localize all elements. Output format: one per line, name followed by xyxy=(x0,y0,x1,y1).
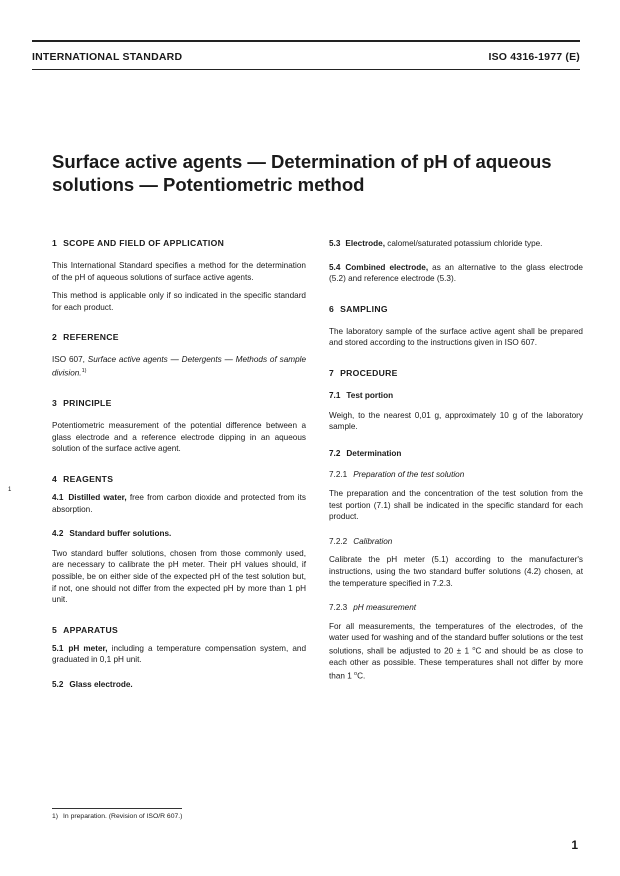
section-7-2-1-heading: 7.2.1 Preparation of the test solution xyxy=(329,470,465,480)
section-7-1-heading: 7.1 Test portion xyxy=(329,390,394,400)
section-6-paragraph: The laboratory sample of the surface active agent shall be prepared and stored according to the instructions given in ISO 607. xyxy=(329,326,583,348)
section-2-heading: 2 REFERENCE xyxy=(52,332,119,343)
right-column xyxy=(329,238,583,689)
section-7-2-1-paragraph: The preparation and the concentration of the test solution from the test portion (7.1) shall be indicated in the specific standard for each product. xyxy=(329,488,583,522)
section-7-2-2-paragraph: Calibrate the pH meter (5.1) according to the manufacturer's instructions, using the two standard buffer solutions (4.2) chosen, at the temperature specified in 7.2.3. xyxy=(329,555,583,588)
section-5-3-paragraph: 5.3 Electrode, calomel/saturated potassium chloride type. xyxy=(329,239,543,248)
section-7-2-2-heading: 7.2.2 Calibration xyxy=(329,536,393,546)
section-5-1-paragraph: 5.1 pH meter, including a temperature compensation system, and graduated in 0,1 pH unit. xyxy=(52,643,306,665)
header-document-number: ISO 4316-1977 (E) xyxy=(488,51,580,63)
section-4-2-paragraph: Two standard buffer solutions, chosen from those commonly used, are necessary to calibrate the pH meter. Their pH values should, if possible, be on either side of the expected pH of the test solution but, if not, one should not differ from the expected pH by more than 1 pH unit. xyxy=(52,548,306,605)
page-number: 1 xyxy=(571,838,578,852)
section-3-heading: 3 PRINCIPLE xyxy=(52,398,112,409)
section-7-1-paragraph: Weigh, to the nearest 0,01 g, approximately 10 g of the laboratory sample. xyxy=(329,410,583,432)
section-4-2-heading: 4.2 Standard buffer solutions. xyxy=(52,529,172,539)
section-3-paragraph: Potentiometric measurement of the potential difference between a glass electrode and a reference electrode dipping in an aqueous solution of the surface active agent. xyxy=(52,421,306,454)
section-7-heading: 7 PROCEDURE xyxy=(329,367,398,378)
margin-mark: 1 xyxy=(8,487,12,493)
section-5-4-paragraph: 5.4 Combined electrode, as an alternative to the glass electrode (5.2) and reference electrode (5.3). xyxy=(329,262,583,284)
title-line-1: Surface active agents — Determination of pH of aqueous xyxy=(52,151,552,172)
section-5-2-heading: 5.2 Glass electrode. xyxy=(52,680,133,690)
title-line-2: solutions — Potentiometric method xyxy=(52,174,365,195)
footnote: 1) In preparation. (Revision of ISO/R 607.) xyxy=(52,813,183,820)
section-1-heading: 1 SCOPE AND FIELD OF APPLICATION xyxy=(52,238,225,248)
section-1-paragraph-1: This International Standard specifies a method for the determination of the pH of aqueous solutions of surface active agents. xyxy=(52,261,306,282)
section-4-1-paragraph: 4.1 Distilled water, free from carbon dioxide and protected from its absorption. xyxy=(52,493,306,514)
section-2-reference: ISO 607, Surface active agents — Detergents — Methods of sample division.$^{1)}$ xyxy=(52,355,307,378)
header-rule-top xyxy=(32,40,580,42)
document-title xyxy=(52,150,572,196)
left-column xyxy=(52,238,306,695)
footnote-rule xyxy=(52,808,182,809)
section-1-paragraph-2: This method is applicable only if so indicated in the specific standard for each product. xyxy=(52,291,306,312)
section-4-heading: 4 REAGENTS xyxy=(52,474,114,485)
header-rule-bottom xyxy=(32,69,580,70)
section-5-heading: 5 APPARATUS xyxy=(52,624,118,635)
section-6-heading: 6 SAMPLING xyxy=(329,303,388,314)
section-7-2-heading: 7.2 Determination xyxy=(329,448,402,458)
section-7-2-3-heading: 7.2.3 pH measurement xyxy=(329,603,417,613)
section-7-2-3-paragraph: For all measurements, the temperatures of the electrodes, of the water used for washing and of the standard buffer solutions or the test solutions, shall be adjusted to 20 ± 1 $^o$C and should be as close to each other as possible. These temperatures shall not differ by more than 1 $^o$C. xyxy=(329,621,584,681)
header-standard-label: INTERNATIONAL STANDARD xyxy=(32,51,183,63)
